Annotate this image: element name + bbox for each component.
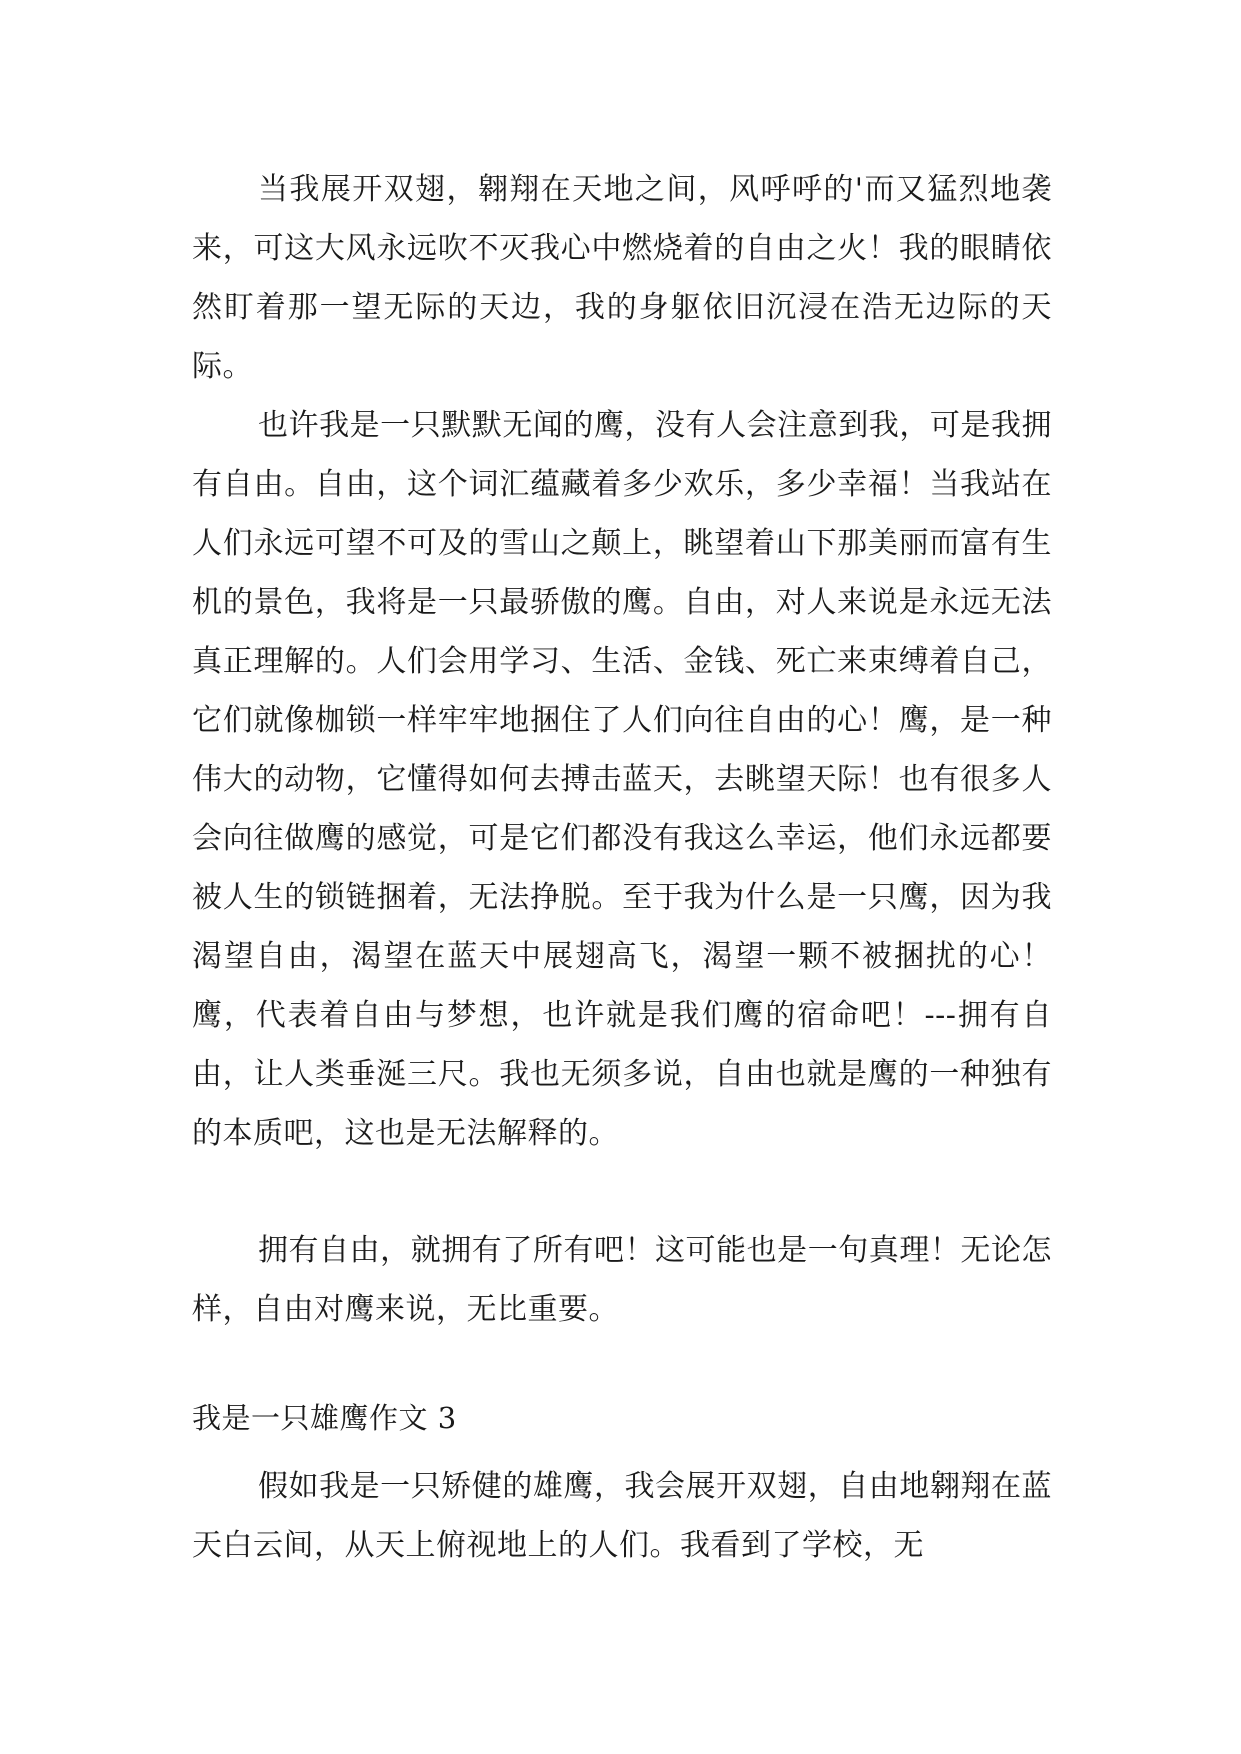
section-title: 我是一只雄鹰作文 3 — [192, 1401, 457, 1435]
paragraph-text: 也许我是一只默默无闻的鹰，没有人会注意到我，可是我拥有自由。自由，这个词汇蕴藏着多少欢乐，多少幸福！当我站在人们永远可望不可及的雪山之颠上，眺望着山下那美丽而富有生机的景色，我将是一只最骄傲的鹰。自由，对人来说是永远无法真正理解的。人们会用学习、生活、金钱、死亡来束缚着自己，它们就像枷锁一样牢牢地捆住了人们向往自由的心！鹰，是一种伟大的动物，它懂得如何去搏击蓝天，去眺望天际！也有很多人会向往做鹰的感觉，可是它们都没有我这么幸运，他们永远都要被人生的锁链捆着，无法挣脱。至于我为什么是一只鹰，因为我渴望自由，渴望在蓝天中展翅高飞，渴望一颗不被捆扰的心！鹰，代表着自由与梦想，也许就是我们鹰的宿命吧！---拥有自由，让人类垂涎三尺。我也无须多说，自由也就是鹰的一种独有的本质吧，这也是无法解释的。 — [192, 408, 1052, 1151]
section-paragraph-1 — [192, 1457, 1052, 1575]
paragraph-text: 拥有自由，就拥有了所有吧！这可能也是一句真理！无论怎样，自由对鹰来说，无比重要。 — [192, 1233, 1052, 1327]
paragraph-text: 假如我是一只矫健的雄鹰，我会展开双翅，自由地翱翔在蓝天白云间，从天上俯视地上的人们。我看到了学校，无 — [192, 1469, 1052, 1563]
paragraph-1 — [192, 160, 1052, 396]
paragraph-text: 当我展开双翅，翱翔在天地之间，风呼呼的'而又猛烈地袭来，可这大风永远吹不灭我心中燃烧着的自由之火！我的眼睛依然盯着那一望无际的天边，我的身躯依旧沉浸在浩无边际的天际。 — [192, 172, 1052, 384]
paragraph-3 — [192, 1221, 1052, 1339]
paragraph-2 — [192, 396, 1052, 1163]
